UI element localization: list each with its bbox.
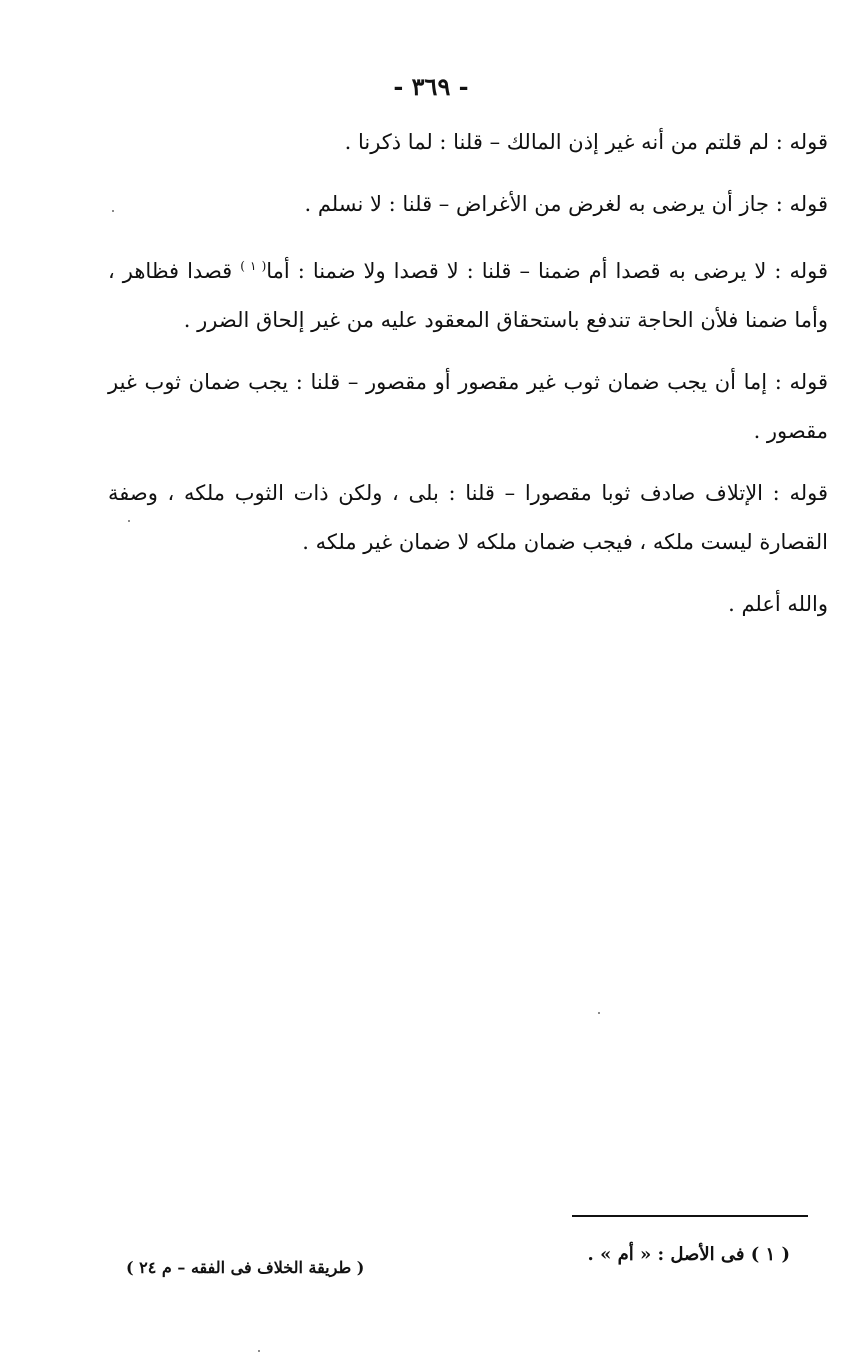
closing-line: والله أعلم . xyxy=(728,592,828,616)
scan-speck xyxy=(128,520,130,522)
footnote-marker: ( ١ ) xyxy=(240,259,267,273)
scan-speck xyxy=(112,210,114,212)
page-number: - ٣٦٩ - xyxy=(393,72,469,101)
paragraph-5: قوله : الإتلاف صادف ثوبا مقصورا – قلنا : بلى ، ولكن ذات الثوب ملكه ، وصفة القصارة ليست ملكه ، فيجب ضمان ملكه لا ضمان غير ملكه . xyxy=(108,481,828,554)
paragraph-3-start: قوله : لا يرضى به قصدا أم ضمنا – قلنا : لا قصدا ولا ضمنا : أما xyxy=(266,259,828,283)
footnote-separator xyxy=(572,1215,808,1217)
printer-signature: ( طريقة الخلاف فى الفقه – م ٢٤ ) xyxy=(126,1258,365,1277)
paragraph-3-rest: قصدا فظاهر ، وأما ضمنا فلأن الحاجة تندفع باستحقاق المعقود عليه من غير إلحاق الضرر . xyxy=(108,259,828,332)
paragraph-4: قوله : إما أن يجب ضمان ثوب غير مقصور أو مقصور – قلنا : يجب ضمان ثوب غير مقصور . xyxy=(108,370,828,443)
scan-speck xyxy=(258,1350,260,1352)
paragraph-1: قوله : لم قلتم من أنه غير إذن المالك – قلنا : لما ذكرنا . xyxy=(344,130,828,154)
body-text xyxy=(108,118,828,642)
paragraph-3 xyxy=(108,242,828,345)
scan-speck xyxy=(598,1012,600,1014)
footnote: ( ١ ) فى الأصل : « أم » . xyxy=(587,1244,790,1265)
paragraph-2: قوله : جاز أن يرضى به لغرض من الأغراض – قلنا : لا نسلم . xyxy=(304,192,828,216)
